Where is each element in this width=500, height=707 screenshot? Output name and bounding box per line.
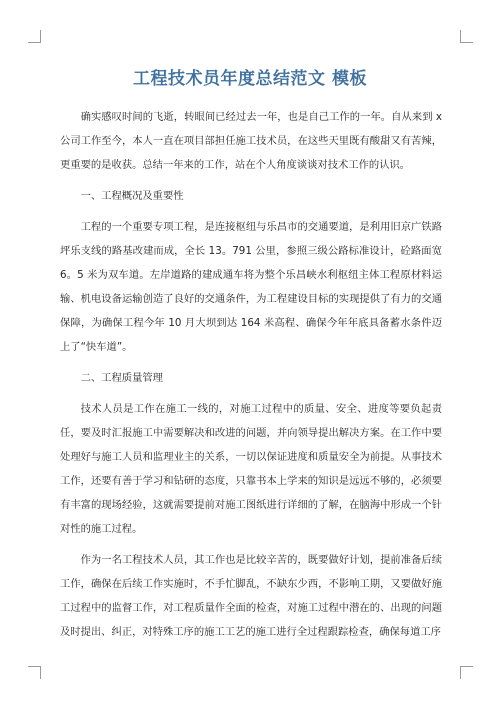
paragraph-overview: 工程的一个重要专项工程，是连接枢纽与乐昌市的交通要道，是利用旧京广铁路坪乐支线的路基改建而成，全长 13。791 公里，参照三级公路标准设计，砼路面宽 6。5 米为双车道。左岸道路的建成通车将为整个乐昌峡水利枢纽主体工程原材料运输、机电设备运输创造了良好的交通条件，为工程建设目标的实现提供了有力的交通保障，为确保工程今年 10 月大坝到达 164 米高程、确保今年年底具备蓄水条件迈上了“快车道”。 xyxy=(60,221,442,353)
document-title: 工程技术员年度总结范文 模板 xyxy=(133,69,367,89)
crop-mark-top-left xyxy=(28,30,41,43)
paragraph-quality-2: 作为一名工程技术人员，其工作也是比较辛苦的，既要做好计划，提前准备后续工作，确保在后续工作实施时，不手忙脚乱，不缺东少西，不影响工期，又要做好施工过程中的监督工作，对工程质量作全面的检查，对施工过程中潜在的、出现的问题及时提出、纠正，对特殊工序的施工工艺的施工进行全过程跟踪检查，确保每道工序 xyxy=(60,554,442,638)
crop-mark-bottom-left xyxy=(28,666,41,679)
section-heading-quality: 二、工程质量管理 xyxy=(80,372,163,384)
paragraph-quality-1: 技术人员是工作在施工一线的，对施工过程中的质量、安全、进度等要负起责任，要及时汇报施工中需要解决和改进的问题，并向领导提出解决方案。在工作中要处理好与施工人员和监理业主的关系，一切以保证进度和质量安全为前提。从事技术工作，还要有善于学习和钻研的态度，只靠书本上学来的知识是远远不够的，必须要有丰富的现场经验，这就需要提前对施工图纸进行详细的了解，在脑海中形成一个针对性的施工过程。 xyxy=(60,403,442,535)
crop-mark-top-right xyxy=(460,30,473,43)
section-heading-overview: 一、工程概况及重要性 xyxy=(80,190,184,202)
paragraph-intro: 确实感叹时间的飞逝，转眼间已经过去一年，也是自己工作的一年。自从来到 x 公司工作至今，本人一直在项目部担任施工技术员，在这些天里既有酸甜又有苦辣，更重要的是收获。总结一年来的工作，站在个人角度谈谈对技术工作的认识。 xyxy=(60,111,442,171)
crop-mark-bottom-right xyxy=(460,666,473,679)
document-body xyxy=(60,105,442,651)
